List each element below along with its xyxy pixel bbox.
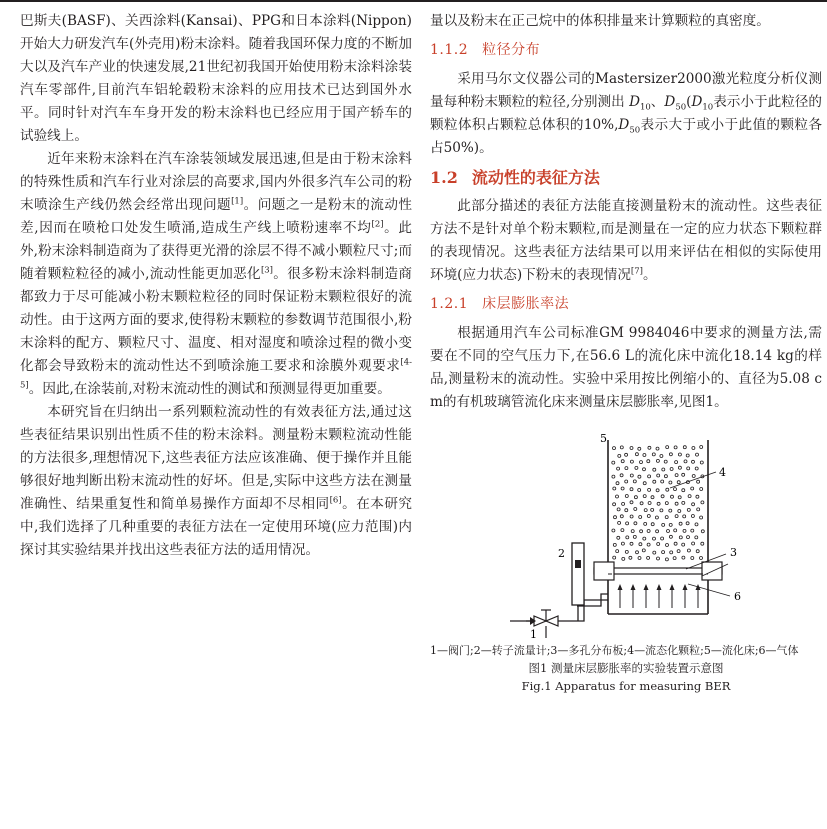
particle (677, 550, 680, 553)
paragraph-particle-size: 采用马尔文仪器公司的Mastersizer2000激光粒度分析仪测量每种粉末颗粒的粒径,分别测出 $D_{10}$、$D_{50}(D_{10}$表示小于此粒径的颗粒体积占颗粒总体积的$10\%,D_{50}$表示大于或小于此值的颗粒各占50%)。 (430, 71, 822, 156)
particle (647, 515, 650, 518)
particle (638, 557, 641, 560)
particle (634, 508, 637, 511)
rotameter-float (575, 560, 581, 568)
particle (643, 495, 646, 498)
particle (639, 543, 642, 546)
particle (669, 509, 672, 512)
particle (674, 446, 677, 449)
gas-arrow-head (644, 584, 649, 590)
figure-1-apparatus (430, 428, 822, 640)
label-5: 5 (600, 432, 607, 445)
particle (660, 509, 663, 512)
particle (700, 516, 703, 519)
particle (661, 537, 664, 540)
particle (616, 495, 619, 498)
particle (613, 503, 616, 506)
particle (684, 460, 687, 463)
particle (643, 468, 646, 471)
particle (696, 550, 699, 553)
particle (612, 461, 615, 464)
rotameter (572, 543, 584, 605)
particle (683, 446, 686, 449)
particle (625, 495, 628, 498)
particle (630, 515, 633, 518)
particle (618, 454, 621, 457)
particle (665, 558, 668, 561)
particle (656, 459, 659, 462)
particle (616, 550, 619, 553)
particle (678, 496, 681, 499)
particle (656, 530, 659, 533)
particle (665, 516, 668, 519)
particle (653, 537, 656, 540)
citation-3[interactable]: [3] (260, 265, 273, 276)
particle (625, 453, 628, 456)
particle (675, 502, 678, 505)
citation-2[interactable]: [2] (371, 219, 384, 230)
heading-1-1-2: 1.1.2 粒径分布 (430, 42, 541, 58)
heading-1-2-1: 1.2.1 床层膨胀率法 (430, 296, 570, 312)
particle (614, 516, 617, 519)
particle (613, 447, 616, 450)
particle (691, 529, 694, 532)
particle (625, 550, 628, 553)
gas-arrow-head (670, 584, 675, 590)
particle (653, 468, 656, 471)
particle (621, 542, 624, 545)
particle (692, 475, 695, 478)
particle (675, 474, 678, 477)
particle (662, 468, 665, 471)
particle (631, 530, 634, 533)
particle (696, 495, 699, 498)
particle (647, 530, 650, 533)
citation-1[interactable]: [1] (231, 196, 244, 207)
particle (635, 453, 638, 456)
right-column (430, 10, 822, 695)
particle (660, 455, 663, 458)
particle (692, 447, 695, 450)
particle (682, 489, 685, 492)
particle (700, 446, 703, 449)
particle (688, 495, 691, 498)
particle (621, 487, 624, 490)
particle (697, 480, 700, 483)
particle (701, 501, 704, 504)
particle (692, 542, 695, 545)
paragraph-bed-expansion: 根据通用汽车公司标准GM 9984046中要求的测量方法,需要在不同的空气压力下,在56.6 L的流化床中流化18.14 kg的样品,测量粉末的流动性。实验中采用按比例缩小的、直径为5.08 cm的有机玻璃管流化床来测量床层膨胀率,见图1。 (430, 325, 822, 410)
left-column (20, 10, 412, 562)
particle (651, 496, 654, 499)
particle (701, 530, 704, 533)
paragraph-powder-problems: 近年来粉末涂料在汽车涂装领域发展迅速,但是由于粉末涂料的特殊性质和汽车行业对涂层的高要求,国内外很多汽车公司的粉末喷涂生产线仍然会经常出现问题[1]。问题之一是粉末的流动性差,因而在喷枪口处发生喷涌,造成生产线上喷粉速率不均[2]。此外,粉末涂料制造商为了获得更光滑的涂层不得不减小颗粒尺寸;而随着颗粒粒径的减小,流动性能更加恶化[3]。很多粉末涂料制造商都致力于尽可能减小粉末颗粒粒径的同时保证粉末颗粒很好的流动性。由于这两方面的要求,使得粉末颗粒的参数调节范围很小,粉末涂料的配方、颗粒尺寸、温度、相对湿度和喷涂过程的微小变化都会导致粉末的流动性达不到喷涂施工要求和涂膜外观要求[4-5]。因此,在涂装前,对粉末流动性的测试和预测显得更加重要。 (20, 151, 413, 397)
citation-6[interactable]: [6] (329, 495, 342, 506)
particle (657, 557, 660, 560)
gas-arrow-head (631, 584, 636, 590)
particle (696, 453, 699, 456)
particle (644, 522, 647, 525)
gas-arrow-head (683, 584, 688, 590)
particle (661, 495, 664, 498)
valve-right (546, 616, 558, 626)
flange-left (594, 562, 614, 580)
particle (700, 488, 703, 491)
particle (647, 543, 650, 546)
paragraph-research-aim: 本研究旨在归纳出一系列颗粒流动性的有效表征方法,通过这些表征结果识别出性质不佳的粉末涂料。测量粉末颗粒流动性能的方法很多,理想情况下,这些表征方法应该准确、便于操作并且能够很好地判断出粉末流动性的好坏。但是,实际中这些方法在测量准确性、结果重复性和简单易操作方面却不尽相同[6]。在本研究中,我们选择了几种重要的表征方法在一定使用环境(应力范围)内探讨其实验结果并找出这些表征方法的适用情况。 (20, 404, 413, 558)
particle (648, 488, 651, 491)
particle (638, 475, 641, 478)
gas-arrow-head (657, 584, 662, 590)
particle (673, 557, 676, 560)
particle (617, 467, 620, 470)
particle (687, 549, 690, 552)
particle (651, 523, 654, 526)
particle (630, 542, 633, 545)
particle (613, 487, 616, 490)
particle (692, 460, 695, 463)
particle (630, 488, 633, 491)
label-2: 2 (558, 547, 565, 560)
particle (675, 515, 678, 518)
particle (683, 515, 686, 518)
particle (669, 481, 672, 484)
particle (695, 467, 698, 470)
particle (622, 502, 625, 505)
particle (620, 515, 623, 518)
particle (687, 508, 690, 511)
citation-7[interactable]: [7] (630, 266, 643, 277)
particle (700, 557, 703, 560)
particle (630, 460, 633, 463)
particle (639, 516, 642, 519)
label-3: 3 (730, 546, 737, 559)
particle (626, 522, 629, 525)
particle (629, 556, 632, 559)
particle (674, 529, 677, 532)
particle (621, 460, 624, 463)
particle (630, 501, 633, 504)
particle (687, 467, 690, 470)
figure-caption-en: Fig.1 Apparatus for measuring BER (521, 679, 731, 693)
particle (620, 474, 623, 477)
particle (647, 556, 650, 559)
particle (635, 466, 638, 469)
fluidized-particles (612, 446, 705, 561)
particle (691, 557, 694, 560)
label-1: 1 (530, 628, 537, 640)
particle (612, 529, 615, 532)
particle (692, 503, 695, 506)
particle (700, 461, 703, 464)
particle (656, 447, 659, 450)
particle (634, 522, 637, 525)
particle (652, 453, 655, 456)
particle (665, 502, 668, 505)
particle (625, 467, 628, 470)
particle (678, 510, 681, 513)
particle (656, 489, 659, 492)
particle (640, 461, 643, 464)
particle (640, 530, 643, 533)
particle (617, 536, 620, 539)
particle (643, 537, 646, 540)
particle (638, 489, 641, 492)
particle (695, 536, 698, 539)
particle (630, 474, 633, 477)
particle (666, 488, 669, 491)
particle (678, 466, 681, 469)
label-6: 6 (734, 590, 741, 603)
particle (697, 508, 700, 511)
particle (683, 529, 686, 532)
particle (648, 502, 651, 505)
particle (642, 549, 645, 552)
particle (643, 454, 646, 457)
particle (621, 529, 624, 532)
particle (695, 523, 698, 526)
particle (636, 551, 639, 554)
particle (682, 501, 685, 504)
particle (622, 557, 625, 560)
particle (670, 468, 673, 471)
particle (679, 536, 682, 539)
particle (613, 556, 616, 559)
particle (648, 475, 651, 478)
particle (612, 475, 615, 478)
figure-legend: 1—阀门;2—转子流量计;3—多孔分布板;4—流态化颗粒;5—流化床;6—气体 (430, 644, 799, 657)
particle (677, 481, 680, 484)
particle (675, 461, 678, 464)
particle (691, 515, 694, 518)
paragraph-intro-continued: 巴斯夫(BASF)、关西涂料(Kansai)、PPG和日本涂料(Nippon)开始大力研发汽车(外壳用)粉末涂料。随着我国环保力度的不断加大以及汽车产业的快速发展,21世纪初我国开始使用粉末涂料涂装汽车零部件,目前汽车铝轮毂粉末涂料的应用技术已达到国外水平。同时针对汽车车身开发的粉末涂料也已经应用于国产轿车的试验线上。 (20, 13, 412, 144)
particle (633, 480, 636, 483)
particle (671, 495, 674, 498)
particle (644, 509, 647, 512)
paragraph-density-continued: 量以及粉末在正己烷中的体积排量来计算颗粒的真密度。 (430, 13, 770, 29)
particle (674, 542, 677, 545)
particle (701, 542, 704, 545)
particle (674, 488, 677, 491)
paragraph-characterization-methods: 此部分描述的表征方法能直接测量粉末的流动性。这些表征方法不是针对单个粉末颗粒,而是测量在一定的应力状态下颗粒群的表现情况。这些表征方法结果可以用来评估在相似的实际使用环境(应力状态)下粉末的表现情况[7]。 (430, 198, 822, 283)
particle (669, 535, 672, 538)
particle (640, 502, 643, 505)
particle (664, 475, 667, 478)
particle (618, 521, 621, 524)
particle (679, 522, 682, 525)
particle (638, 447, 641, 450)
particle (634, 496, 637, 499)
particle (620, 446, 623, 449)
particle (648, 446, 651, 449)
particle (662, 523, 665, 526)
particle (643, 482, 646, 485)
particle (670, 551, 673, 554)
particle (686, 454, 689, 457)
particle (616, 482, 619, 485)
particle (686, 522, 689, 525)
particle (657, 543, 660, 546)
particle (617, 508, 620, 511)
particle (653, 480, 656, 483)
particle (613, 543, 616, 546)
particle (657, 474, 660, 477)
particle (625, 480, 628, 483)
figure-caption-cn: 图1 测量床层膨胀率的实验装置示意图 (528, 661, 724, 675)
particle (678, 453, 681, 456)
particle (651, 508, 654, 511)
particle (691, 487, 694, 490)
particle (653, 551, 656, 554)
particle (664, 460, 667, 463)
particle (661, 480, 664, 483)
particle (662, 551, 665, 554)
particle (687, 536, 690, 539)
particle (657, 502, 660, 505)
gas-arrow-head (618, 584, 623, 590)
particle (682, 473, 685, 476)
heading-1-2: 1.2 流动性的表征方法 (430, 168, 600, 187)
particle (669, 523, 672, 526)
particle (666, 446, 669, 449)
particle (625, 509, 628, 512)
citation-4-5[interactable]: [4-5] (20, 357, 412, 391)
gas-arrows (618, 584, 701, 608)
particle (667, 530, 670, 533)
particle (655, 516, 658, 519)
particle (647, 460, 650, 463)
top-rule (0, 0, 827, 2)
particle (682, 543, 685, 546)
particle (666, 544, 669, 547)
particle (626, 536, 629, 539)
particle (630, 447, 633, 450)
particle (682, 556, 685, 559)
label-4: 4 (719, 466, 726, 479)
particle (669, 453, 672, 456)
apparatus-diagram (430, 428, 822, 640)
particle (633, 535, 636, 538)
